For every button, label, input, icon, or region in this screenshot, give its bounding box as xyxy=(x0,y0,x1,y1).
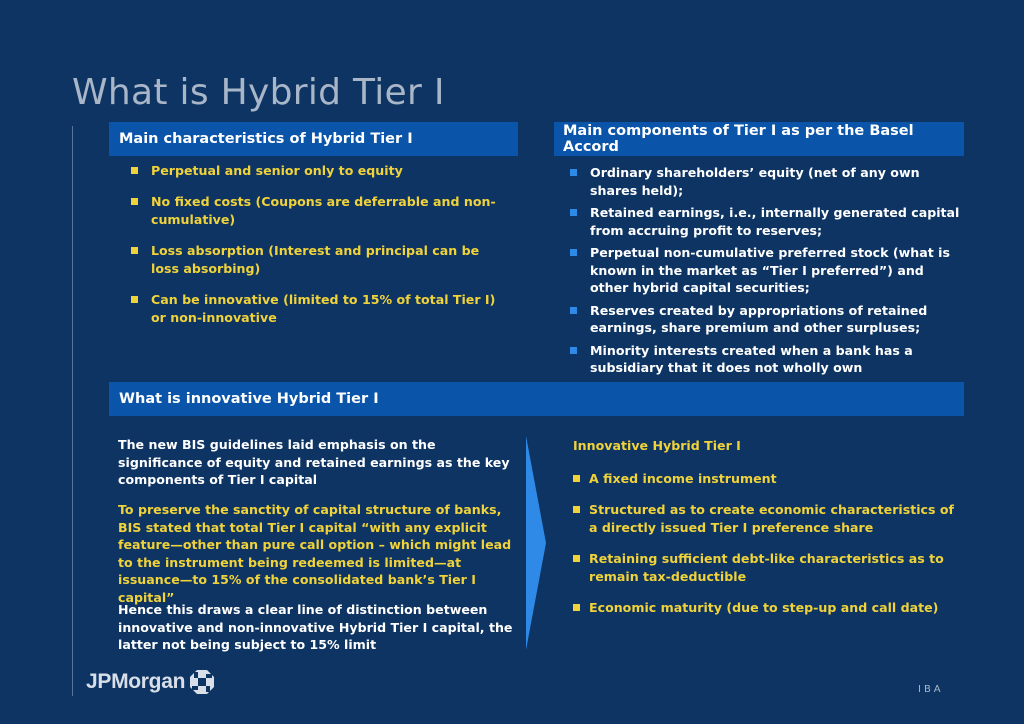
characteristics-list xyxy=(131,162,511,340)
list-item-text: Perpetual and senior only to equity xyxy=(151,163,403,178)
list-item xyxy=(570,302,962,337)
list-item xyxy=(573,599,963,617)
square-bullet-icon xyxy=(570,347,577,354)
list-item-text: No fixed costs (Coupons are deferrable and non-cumulative) xyxy=(151,194,496,227)
list-item xyxy=(570,342,962,377)
octagon-logo-icon xyxy=(190,670,214,694)
innovative-header: What is innovative Hybrid Tier I xyxy=(109,382,964,416)
square-bullet-icon xyxy=(570,209,577,216)
list-item-text: Reserves created by appropriations of retained earnings, share premium and other surpluses; xyxy=(590,302,928,335)
components-header: Main components of Tier I as per the Basel Accord xyxy=(554,122,964,156)
list-item xyxy=(570,244,962,297)
list-item-text: Retaining sufficient debt-like characteristics as to remain tax-deductible xyxy=(589,551,944,584)
list-item-text: Retained earnings, i.e., internally generated capital from accruing profit to reserves; xyxy=(590,205,960,238)
list-item-text: Ordinary shareholders’ equity (net of any own shares held); xyxy=(590,165,920,198)
list-item-text: Structured as to create economic characteristics of a directly issued Tier I preference share xyxy=(589,502,955,535)
list-item xyxy=(131,291,511,327)
list-item xyxy=(573,501,963,537)
distinction-paragraph: Hence this draws a clear line of distinction between innovative and non-innovative Hybrid Tier I capital, the latter not being subject to 15% limit xyxy=(118,602,513,653)
list-item xyxy=(570,164,962,199)
innovative-features-list xyxy=(573,470,963,630)
list-item-text: Loss absorption (Interest and principal can be loss absorbing) xyxy=(151,243,480,276)
jpmorgan-logo xyxy=(86,670,214,694)
list-item xyxy=(573,550,963,586)
square-bullet-icon xyxy=(131,167,138,174)
list-item xyxy=(131,242,511,278)
list-item-text: Can be innovative (limited to 15% of total Tier I) or non-innovative xyxy=(151,292,496,325)
list-item xyxy=(573,470,963,488)
characteristics-header: Main characteristics of Hybrid Tier I xyxy=(109,122,518,156)
list-item xyxy=(570,204,962,239)
square-bullet-icon xyxy=(131,198,138,205)
square-bullet-icon xyxy=(573,604,580,611)
left-divider-line xyxy=(72,126,73,696)
list-item xyxy=(131,162,511,180)
list-item xyxy=(131,193,511,229)
chevron-right-arrow-icon xyxy=(526,436,546,650)
square-bullet-icon xyxy=(573,475,580,482)
list-item-text: Minority interests created when a bank has a subsidiary that it does not wholly own xyxy=(590,342,913,375)
bis-quote-paragraph: To preserve the sanctity of capital structure of banks, BIS stated that total Tier I capital “with any explicit feature—other than pure call option – which might lead to the instrument being redeemed is limited—at issuance—to 15% of the consolidated bank’s Tier I capital” xyxy=(118,502,512,605)
square-bullet-icon xyxy=(570,307,577,314)
square-bullet-icon xyxy=(131,296,138,303)
bis-guidelines-paragraph: The new BIS guidelines laid emphasis on the significance of equity and retained earnings as the key components of Tier I capital xyxy=(118,437,510,488)
list-item-text: A fixed income instrument xyxy=(589,471,777,486)
footer-tag: IBA xyxy=(918,684,944,695)
list-item-text: Economic maturity (due to step-up and call date) xyxy=(589,600,939,615)
square-bullet-icon xyxy=(131,247,138,254)
square-bullet-icon xyxy=(573,555,580,562)
page-title: What is Hybrid Tier I xyxy=(72,72,445,113)
square-bullet-icon xyxy=(573,506,580,513)
list-item-text: Perpetual non-cumulative preferred stock (what is known in the market as “Tier I preferred”) and other hybrid capital securities; xyxy=(590,245,950,295)
square-bullet-icon xyxy=(570,249,577,256)
square-bullet-icon xyxy=(570,169,577,176)
innovative-list-title: Innovative Hybrid Tier I xyxy=(573,438,741,453)
logo-text: JPMorgan xyxy=(86,670,186,693)
components-list xyxy=(570,164,962,382)
